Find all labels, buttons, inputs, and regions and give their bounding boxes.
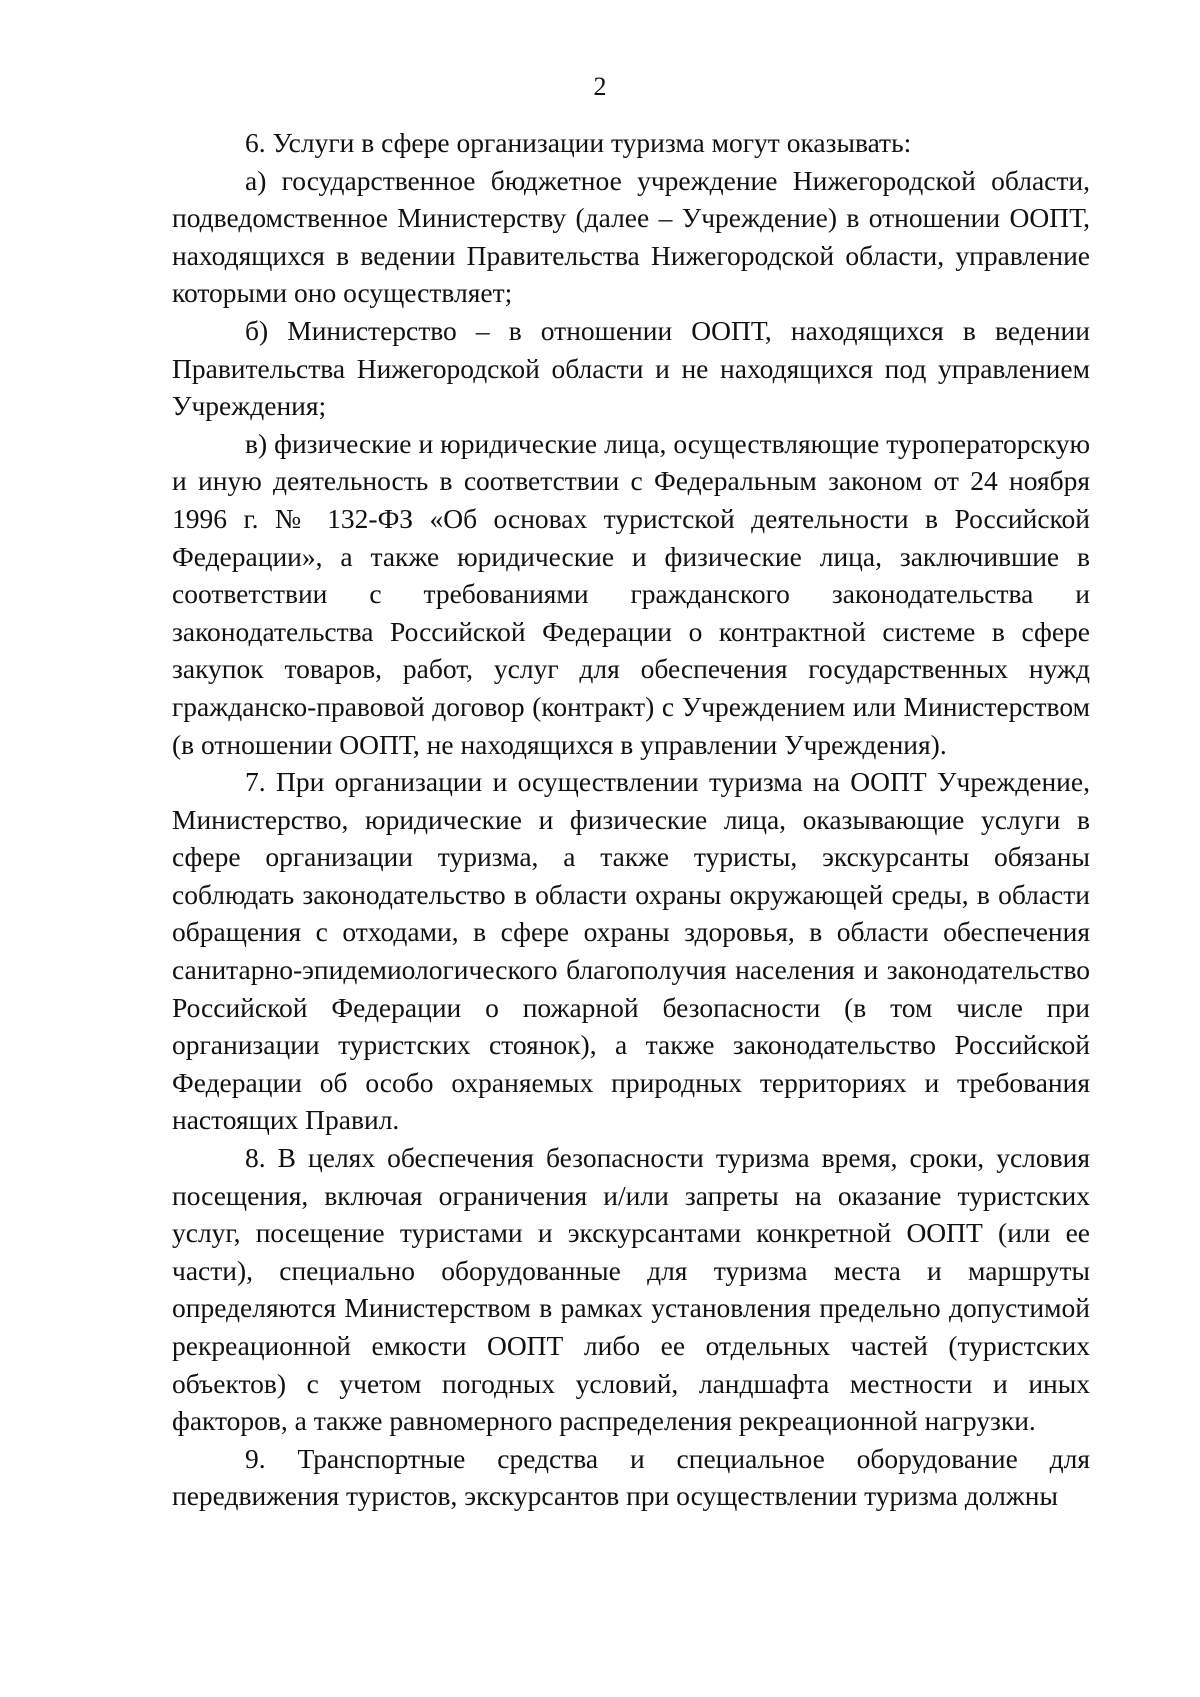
paragraph-6: 6. Услуги в сфере организации туризма могут оказывать: <box>245 127 912 158</box>
paragraph-6v: в) физические и юридические лица, осуществляющие туроператорскую и иную деятельность в соответствии с Федеральным законом от 24 ноября 1996 г. № 132-ФЗ «Об основах туристской деятельности в Российской Федерации», а также юридические и физические лица, заключившие в соответствии с требованиями гражданского законодательства и законодательства Российской Федерации о контрактной системе в сфере закупок товаров, работ, услуг для обеспечения государственных нужд гражданско-правовой договор (контракт) с Учреждением или Министерством (в отношении ООПТ, не находящихся в управлении Учреждения). <box>172 427 1090 760</box>
document-body <box>172 124 1090 1515</box>
paragraph-8: 8. В целях обеспечения безопасности туризма время, сроки, условия посещения, включая ограничения и/или запреты на оказание туристских услуг, посещение туристами и экскурсантами конкретной ООПТ (или ее части), специально оборудованные для туризма места и маршруты определяются Министерством в рамках установления предельно допустимой рекреационной емкости ООПТ либо ее отдельных частей (туристских объектов) с учетом погодных условий, ландшафта местности и иных факторов, а также равномерного распределения рекреационной нагрузки. <box>172 1142 1090 1437</box>
page-number: 2 <box>593 72 607 101</box>
paragraph-7: 7. При организации и осуществлении туризма на ООПТ Учреждение, Министерство, юридические и физические лица, оказывающие услуги в сфере организации туризма, а также туристы, экскурсанты обязаны соблюдать законодательство в области охраны окружающей среды, в области обращения с отходами, в сфере охраны здоровья, в области обеспечения санитарно-эпидемиологического благополучия населения и законодательство Российской Федерации о пожарной безопасности (в том числе при организации туристских стоянок), а также законодательство Российской Федерации об особо охраняемых природных территориях и требования настоящих Правил. <box>172 766 1090 1136</box>
paragraph-9: 9. Транспортные средства и специальное оборудование для передвижения туристов, экскурсантов при осуществлении туризма должны <box>172 1442 1090 1512</box>
paragraph-6b: б) Министерство – в отношении ООПТ, находящихся в ведении Правительства Нижегородской области и не находящихся под управлением Учреждения; <box>172 314 1090 422</box>
paragraph-6a: а) государственное бюджетное учреждение Нижегородской области, подведомственное Министерству (далее – Учреждение) в отношении ООПТ, находящихся в ведении Правительства Нижегородской области, управление которыми оно осуществляет; <box>172 164 1090 309</box>
